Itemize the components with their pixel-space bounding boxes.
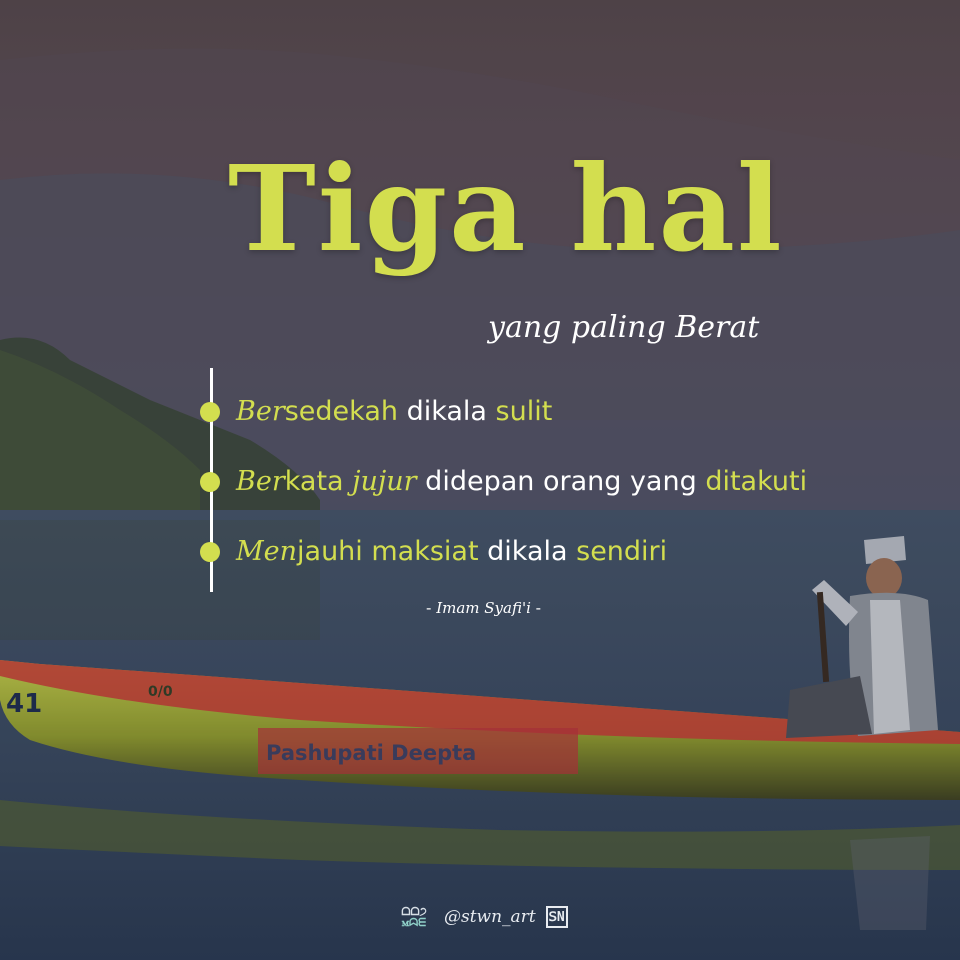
list-item-text [236,538,667,565]
bullet-icon [200,402,220,422]
list-item-segment: kata [284,466,353,497]
list-item-segment: didepan orang yang [416,466,706,497]
footer-credits [394,903,568,931]
signature-mark-icon: ꓢN [546,906,568,928]
headline-title: Tiga hal [228,139,784,278]
list-item [200,468,807,495]
headline-subtitle: yang paling Berat [488,310,760,345]
boat-side-code: 0/0 [148,684,173,700]
list-item-segment: Men [236,536,298,567]
list-item-segment: sedekah [284,396,398,427]
list-item-segment: ditakuti [705,466,808,497]
list-item-segment: sulit [495,396,553,427]
list-item-segment: dikala [397,396,496,427]
studio-logo-icon: ᗝᗝ੭ ꮇᗣᗴ [401,905,427,929]
list-item-segment: jujur [352,466,417,497]
bullet-icon [200,542,220,562]
list-item [200,538,667,565]
author-name: Imam Syafi'i [436,599,531,617]
list-item [200,398,552,425]
bullet-icon [200,472,220,492]
boat-number: 41 [6,689,43,719]
list-item-segment: sendiri [576,536,668,567]
list-item-segment: dikala [478,536,577,567]
list-item-segment: Ber [236,396,285,427]
list-item-text [236,468,807,495]
author-prefix: - [426,599,437,617]
list-item-text [236,398,552,425]
boat-hull-text: Pashupati Deepta [266,741,477,765]
author-suffix: - [530,599,542,617]
author-handle: @stwn_art [444,907,536,927]
quote-author [426,599,541,617]
list-item-segment: Ber [236,466,285,497]
list-item-segment: jauhi maksiat [297,536,479,567]
